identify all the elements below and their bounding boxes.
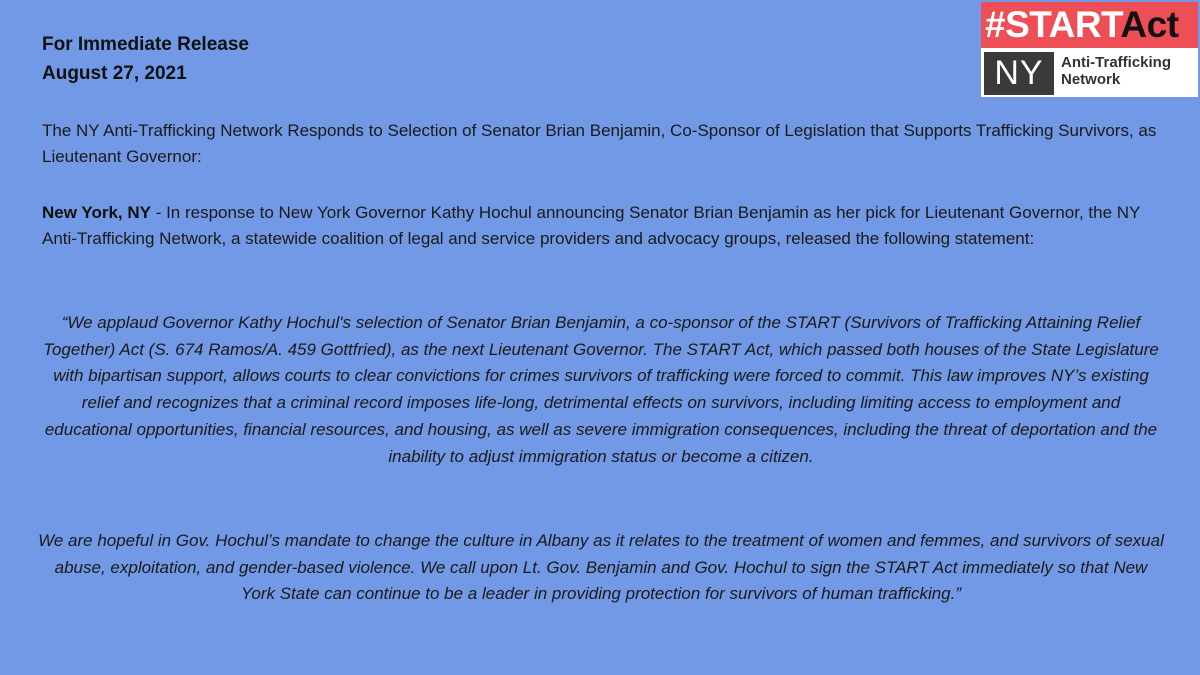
- dateline: New York, NY: [42, 203, 151, 222]
- logo-network-line2: Network: [1061, 71, 1121, 88]
- logo-hashtag-start: #START: [985, 4, 1121, 45]
- quote-paragraph-2: We are hopeful in Gov. Hochul’s mandate to change the culture in Albany as it relates to the treatment of women and femmes, and survivors of sexual abuse, exploitation, and gender-based violence. We call upon Lt. Gov. Benjamin and Gov. Hochul to sign the START Act immediately so that New York State can continue to be a leader in providing protection for survivors of human trafficking.”: [38, 531, 1164, 604]
- intro-paragraph: [42, 200, 1162, 252]
- logo-network-name: [1061, 54, 1196, 88]
- logo-hashtag-text: [985, 4, 1179, 46]
- intro-text: - In response to New York Governor Kathy Hochul announcing Senator Brian Benjamin as her pick for Lieutenant Governor, the NY Anti-Trafficking Network, a statewide coalition of legal and service providers and advocacy groups, released the following statement:: [42, 203, 1141, 248]
- headline: The NY Anti-Trafficking Network Responds to Selection of Senator Brian Benjamin, Co-Sponsor of Legislation that Supports Trafficking Survivors, as Lieutenant Governor:: [42, 121, 1157, 166]
- release-date: August 27, 2021: [42, 63, 187, 84]
- logo-ny-box: NY: [984, 52, 1054, 95]
- logo-hashtag-banner: [981, 2, 1198, 48]
- release-label: For Immediate Release: [42, 34, 249, 55]
- logo-network-line1: Anti-Trafficking: [1061, 54, 1172, 71]
- release-header: [42, 30, 249, 88]
- quote-paragraph-1: “We applaud Governor Kathy Hochul's selection of Senator Brian Benjamin, a co-sponsor of the START (Survivors of Trafficking Attaining Relief Together) Act (S. 674 Ramos/A. 459 Gottfried), as the next Lieutenant Governor. The START Act, which passed both houses of the State Legislature with bipartisan support, allows courts to clear convictions for crimes survivors of trafficking were forced to commit. This law improves NY’s existing relief and recognizes that a criminal record imposes life-long, detrimental effects on survivors, including limiting access to employment and educational opportunities, financial resources, and housing, as well as severe immigration consequences, including the threat of deportation and the inability to adjust immigration status or become a citizen.: [43, 313, 1159, 466]
- start-act-logo: [981, 2, 1198, 97]
- logo-hashtag-act: Act: [1120, 4, 1179, 45]
